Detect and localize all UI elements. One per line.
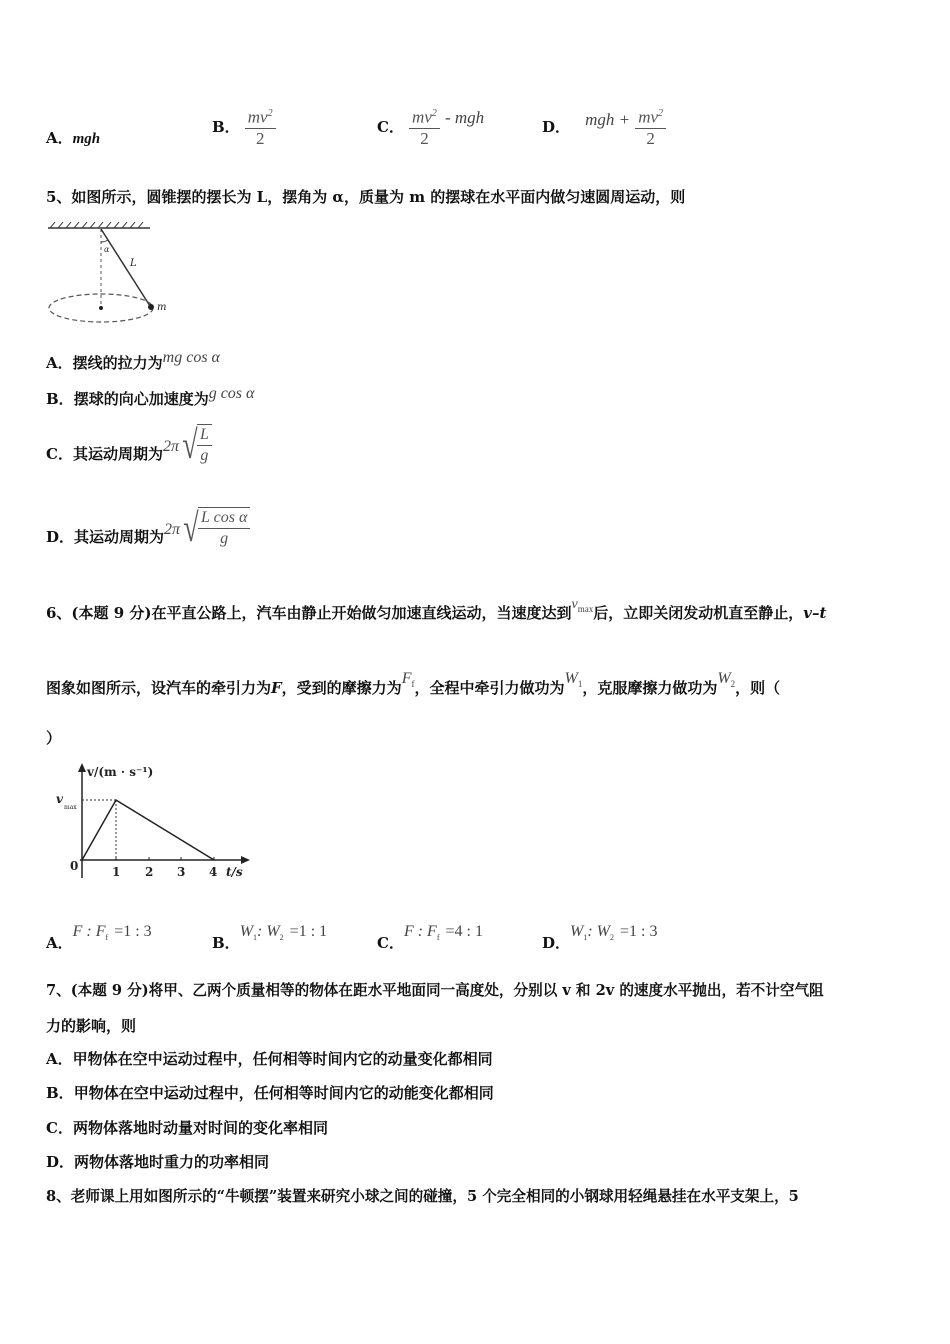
q5-c-num: L xyxy=(197,425,212,446)
pendulum-bob xyxy=(148,304,154,310)
q6-line-2 xyxy=(46,670,781,699)
q6-option-c-label: C． xyxy=(377,934,404,952)
q7-option-c-text: 两物体落地时动量对时间的变化率相同 xyxy=(72,1119,328,1137)
q6-line-1 xyxy=(46,597,827,624)
q6-option-c xyxy=(377,920,483,952)
q5-stem: 5、如图所示，圆锥摆的摆长为 L，摆角为 α，质量为 m 的摆球在水平面内做匀速圆周运动，则 xyxy=(46,188,686,206)
q4-option-c-fraction xyxy=(409,104,440,149)
q6-vmax: $v_{max}$ xyxy=(571,597,594,614)
q4-option-c-label: C． xyxy=(377,117,404,136)
q4-d-head: mgh + xyxy=(585,110,631,130)
q4-c-tail: - mgh xyxy=(444,108,485,128)
angle-arc xyxy=(101,240,108,242)
q4-option-d xyxy=(542,104,666,149)
q4-option-a-expr: mgh xyxy=(72,131,101,147)
q5-option-c-label: C． xyxy=(46,445,73,463)
q6-option-a xyxy=(46,920,152,952)
q4-b-num: mv xyxy=(247,107,268,127)
q5-option-b xyxy=(46,385,255,409)
q7-option-b-text: 甲物体在空中运动过程中，任何相等时间内它的动能变化都相同 xyxy=(73,1084,494,1102)
q5-option-c-text: 其运动周期为 xyxy=(72,445,163,463)
q6-line1-a: 6、(本题 9 分)在平直公路上，汽车由静止开始做匀加速直线运动，当速度达到 xyxy=(46,604,572,622)
vmax-axis-sub: max xyxy=(64,804,77,811)
q4-option-d-fraction xyxy=(635,104,666,149)
q6-option-b-expr: $W_1$: $W_2 =1$ : 1 xyxy=(239,923,328,943)
q7-option-a-label: A． xyxy=(46,1050,73,1068)
center-dot xyxy=(99,306,103,310)
mass-label: m xyxy=(157,302,167,313)
q5-option-d-label: D． xyxy=(46,528,75,546)
q7-option-c xyxy=(46,1117,328,1138)
q5-c-den: g xyxy=(200,447,209,464)
q6-vt: v–t xyxy=(803,604,827,622)
q7-option-d-label: D． xyxy=(46,1153,75,1171)
pendulum-string xyxy=(101,229,150,306)
q5-option-b-label: B． xyxy=(46,390,74,408)
q7-option-d-text: 两物体落地时重力的功率相同 xyxy=(74,1153,270,1171)
q6-line2-c: ，全程中牵引力做功为 xyxy=(414,679,565,697)
q4-d-den: 2 xyxy=(646,128,655,148)
q5-option-d-text: 其运动周期为 xyxy=(74,528,165,546)
x-axis-label: t/s xyxy=(226,865,243,879)
q4-c-num: mv xyxy=(412,107,432,127)
q7-option-d xyxy=(46,1151,269,1172)
q4-option-b-fraction xyxy=(245,104,276,149)
q5-option-a-label: A． xyxy=(46,354,73,372)
q5-option-b-text: 摆球的向心加速度为 xyxy=(73,390,209,408)
q5-option-a xyxy=(46,349,220,373)
q4-c-den: 2 xyxy=(420,128,429,148)
conical-pendulum-figure xyxy=(44,222,174,332)
q6-line2-d: ，克服摩擦力做功为 xyxy=(582,679,718,697)
q5-option-b-math: g cos α xyxy=(208,385,255,402)
q6-line2-a: 图象如图所示，设汽车的牵引力为 xyxy=(46,679,272,697)
q7-option-a xyxy=(46,1048,493,1069)
origin-label: 0 xyxy=(70,859,79,873)
q4-b-den: 2 xyxy=(255,128,265,148)
q5-option-c-coef: 2π xyxy=(162,438,179,455)
tick-4: 4 xyxy=(209,865,218,879)
q6-option-b xyxy=(212,920,328,952)
q5-option-c xyxy=(46,424,212,466)
q5-option-d-sqrt: √ $\frac{\text{L cos α}}{g}$ xyxy=(180,507,250,549)
tick-1: 1 xyxy=(112,865,121,879)
q6-line2-e: ，则（ xyxy=(735,679,781,697)
q4-option-b-label: B． xyxy=(212,117,240,136)
q6-line-3: ） xyxy=(46,729,62,747)
y-axis-label: v/(m · s⁻¹) xyxy=(87,765,154,779)
q6-option-a-expr: F : $F_f =1$ : 3 xyxy=(72,923,152,943)
q5-option-a-math: mg cos α xyxy=(162,349,220,366)
vt-graph xyxy=(50,760,260,885)
q4-b-sup: 2 xyxy=(267,108,273,119)
q6-option-a-label: A． xyxy=(46,934,73,952)
q6-W2: $W_2$ xyxy=(717,670,736,690)
tick-3: 3 xyxy=(177,865,186,879)
q6-Ff: $F_f$ xyxy=(401,670,415,690)
q6-option-b-label: B． xyxy=(212,934,240,952)
q7-option-a-text: 甲物体在空中运动过程中，任何相等时间内它的动量变化都相同 xyxy=(72,1050,493,1068)
support-hatching xyxy=(50,222,143,228)
q6-option-d-label: D． xyxy=(542,934,571,952)
q5-option-d-coef: 2π xyxy=(164,521,181,538)
q4-option-d-label: D． xyxy=(542,117,571,136)
q6-option-c-expr: F : $F_f =4$ : 1 xyxy=(403,923,483,943)
vt-line xyxy=(82,800,214,860)
q7-option-b-label: B． xyxy=(46,1084,74,1102)
q4-d-sup: 2 xyxy=(658,108,664,119)
q6-W1: $W_1$ xyxy=(564,670,583,690)
q7-line-1: 7、(本题 9 分)将甲、乙两个质量相等的物体在距水平地面同一高度处，分别以 v 和 2v 的速度水平抛出，若不计空气阻 xyxy=(46,982,824,999)
length-label: L xyxy=(130,258,137,269)
vmax-axis-label: v xyxy=(56,792,63,806)
q4-option-c xyxy=(377,104,484,149)
q4-d-num: mv xyxy=(638,107,659,127)
tick-2: 2 xyxy=(145,865,154,879)
q6-line1-b: 后，立即关闭发动机直至静止， xyxy=(593,604,804,622)
q7-line-2: 力的影响，则 xyxy=(46,1017,137,1035)
q5-d-den: g xyxy=(220,530,229,547)
q5-option-c-sqrt: √ $\frac{L}{g}$ xyxy=(179,424,212,466)
q5-option-a-text: 摆线的拉力为 xyxy=(72,354,163,372)
q6-F: F xyxy=(271,679,282,697)
q6-option-d xyxy=(542,920,658,952)
y-axis-arrow xyxy=(78,763,86,772)
q7-option-b xyxy=(46,1082,494,1103)
q6-line2-b: ，受到的摩擦力为 xyxy=(281,679,402,697)
q4-option-b xyxy=(212,104,276,149)
q5-d-num: L cos α xyxy=(198,508,250,529)
q7-option-c-label: C． xyxy=(46,1119,73,1137)
q5-option-d xyxy=(46,507,250,549)
q4-c-sup: 2 xyxy=(431,108,437,119)
x-axis-arrow xyxy=(241,856,250,864)
q4-option-a xyxy=(46,127,100,148)
q6-option-d-expr: $W_1$: $W_2 =1$ : 3 xyxy=(570,923,658,943)
q4-option-a-label: A． xyxy=(46,129,73,147)
angle-label: α xyxy=(104,245,110,254)
q8-line-1: 8、老师课上用如图所示的“牛顿摆”装置来研究小球之间的碰撞，5 个完全相同的小钢球用轻绳悬挂在水平支架上，5 xyxy=(46,1188,799,1205)
